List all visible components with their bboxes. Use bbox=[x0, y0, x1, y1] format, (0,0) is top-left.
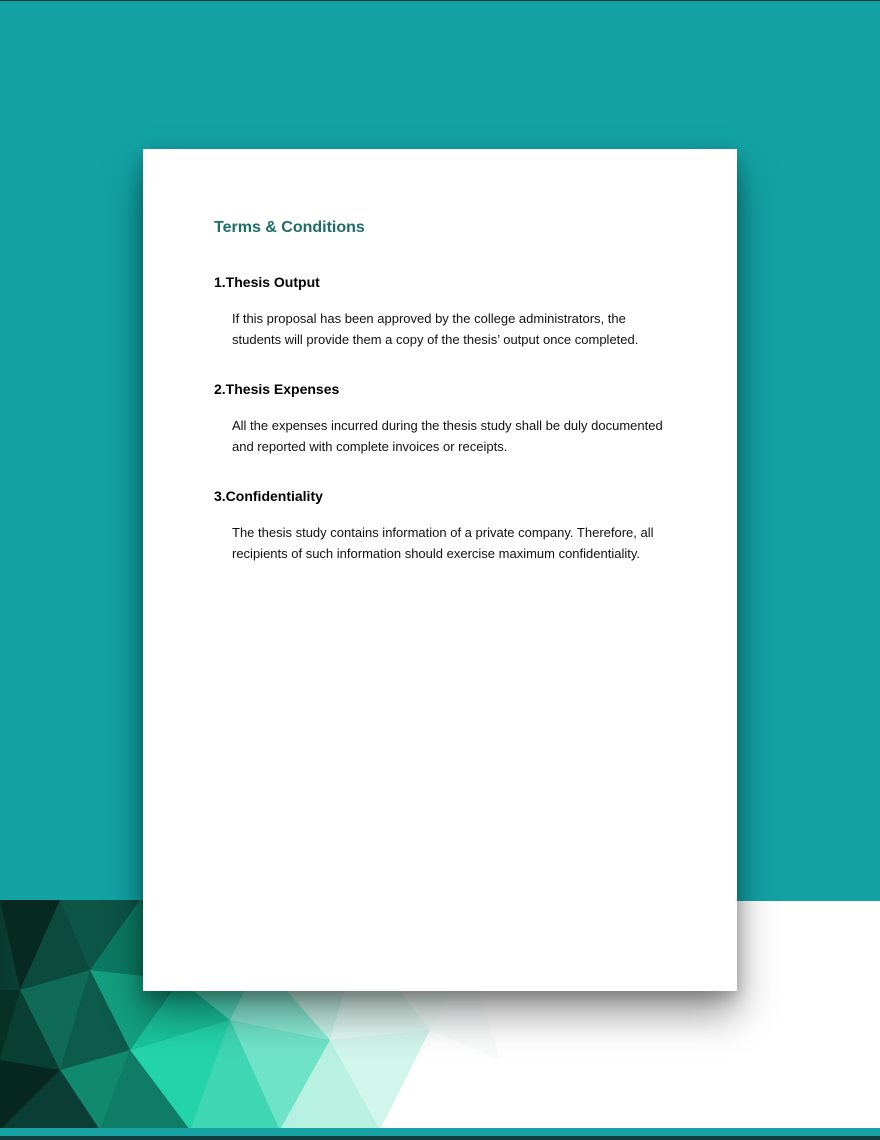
bottom-teal-stripe bbox=[0, 1128, 880, 1136]
section-body-thesis-expenses bbox=[232, 416, 672, 457]
body-line: students will provide them a copy of the thesis’ output once completed. bbox=[232, 331, 639, 347]
section-heading-confidentiality: 3.Confidentiality bbox=[214, 488, 323, 504]
bottom-dark-line bbox=[0, 1136, 880, 1140]
section-body-thesis-output bbox=[232, 309, 672, 350]
body-line: All the expenses incurred during the thesis study shall be duly documented bbox=[232, 418, 663, 433]
section-heading-thesis-expenses: 2.Thesis Expenses bbox=[214, 381, 340, 397]
body-line: If this proposal has been approved by the college administrators, the bbox=[232, 311, 626, 326]
body-line: The thesis study contains information of a private company. Therefore, all bbox=[232, 525, 654, 540]
document-title: Terms & Conditions bbox=[214, 219, 365, 236]
document-page bbox=[143, 149, 737, 991]
section-heading-thesis-output: 1.Thesis Output bbox=[214, 274, 320, 290]
body-line: recipients of such information should exercise maximum confidentiality. bbox=[232, 545, 640, 561]
body-line: and reported with complete invoices or receipts. bbox=[232, 438, 508, 454]
section-body-confidentiality bbox=[232, 523, 672, 564]
